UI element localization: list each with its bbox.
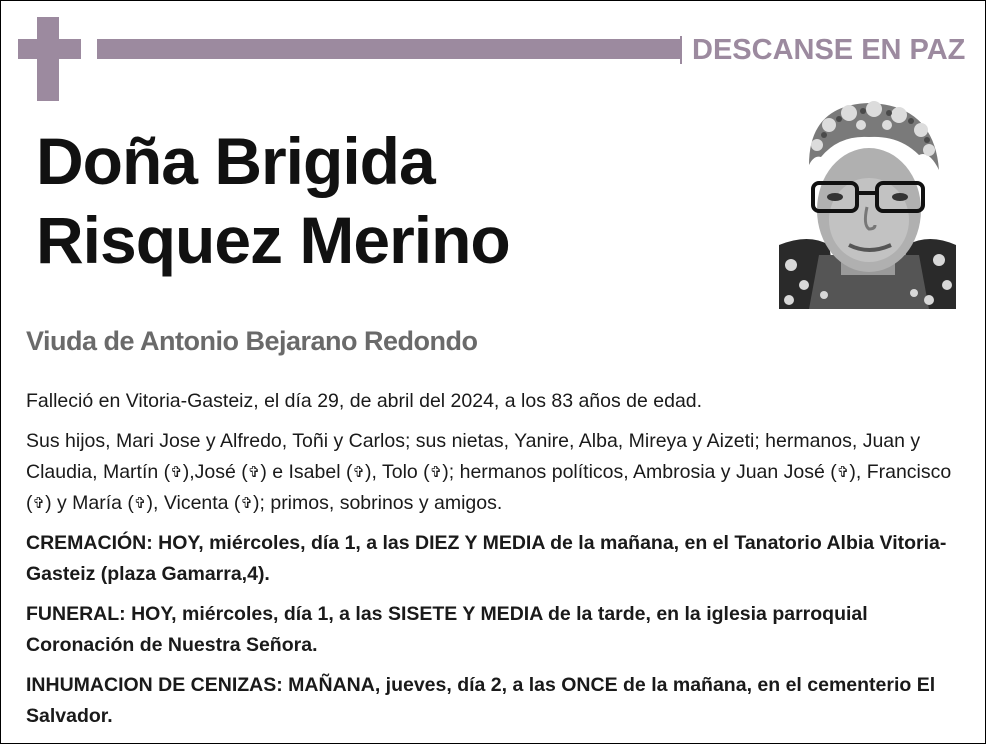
name-line-1: Doña Brigida	[36, 124, 435, 198]
family-text: ); hermanos políticos, Ambrosia y Juan José (	[442, 461, 837, 483]
family-text: Sus hijos, Mari Jose y Alfredo, Toñi y Carlos; sus nietas, Yanire, Alba, Mireya y Aizeti; hermanos, Juan y Claudia, Martín (	[26, 430, 921, 483]
header-label: DESCANSE EN PAZ	[692, 34, 966, 66]
family-text: ) y María (	[45, 492, 134, 514]
cross-icon-horizontal	[18, 39, 81, 59]
family-list	[26, 426, 962, 519]
inhumation-notice: INHUMACION DE CENIZAS: MAÑANA, jueves, día 2, a las ONCE de la mañana, en el cementerio El Salvador.	[26, 674, 936, 727]
cross-icon: ✞	[836, 464, 850, 481]
obituary-body	[26, 386, 962, 741]
portrait-photo	[779, 95, 956, 309]
funeral-notice: FUNERAL: HOY, miércoles, día 1, a las SISETE Y MEDIA de la tarde, en la iglesia parroquial Coronación de Nuestra Señora.	[26, 603, 868, 656]
cross-icon: ✞	[429, 464, 443, 481]
cross-icon: ✞	[240, 495, 254, 512]
cremation-notice: CREMACIÓN: HOY, miércoles, día 1, a las DIEZ Y MEDIA de la mañana, en el Tanatorio Albia Vitoria-Gasteiz (plaza Gamarra,4).	[26, 532, 947, 585]
family-text: ), Francisco (	[26, 461, 952, 514]
family-text: ), Vicenta (	[146, 492, 241, 514]
death-notice: Falleció en Vitoria-Gasteiz, el día 29, de abril del 2024, a los 83 años de edad.	[26, 390, 703, 412]
cross-icon: ✞	[32, 495, 46, 512]
widow-of-subtitle: Viuda de Antonio Bejarano Redondo	[26, 326, 478, 356]
header-separator	[680, 36, 682, 64]
family-text: ); primos, sobrinos y amigos.	[253, 492, 503, 514]
cross-icon: ✞	[352, 464, 366, 481]
cross-icon: ✞	[170, 464, 183, 481]
family-text: ), Tolo (	[365, 461, 430, 483]
cross-icon-vertical	[37, 17, 59, 101]
cross-icon: ✞	[247, 464, 261, 481]
header-rule	[97, 39, 682, 59]
family-text: ) e Isabel (	[260, 461, 353, 483]
cross-icon: ✞	[133, 495, 147, 512]
deceased-name	[36, 122, 510, 280]
name-line-2: Risquez Merino	[36, 203, 510, 277]
family-text: ),José (	[182, 461, 248, 483]
